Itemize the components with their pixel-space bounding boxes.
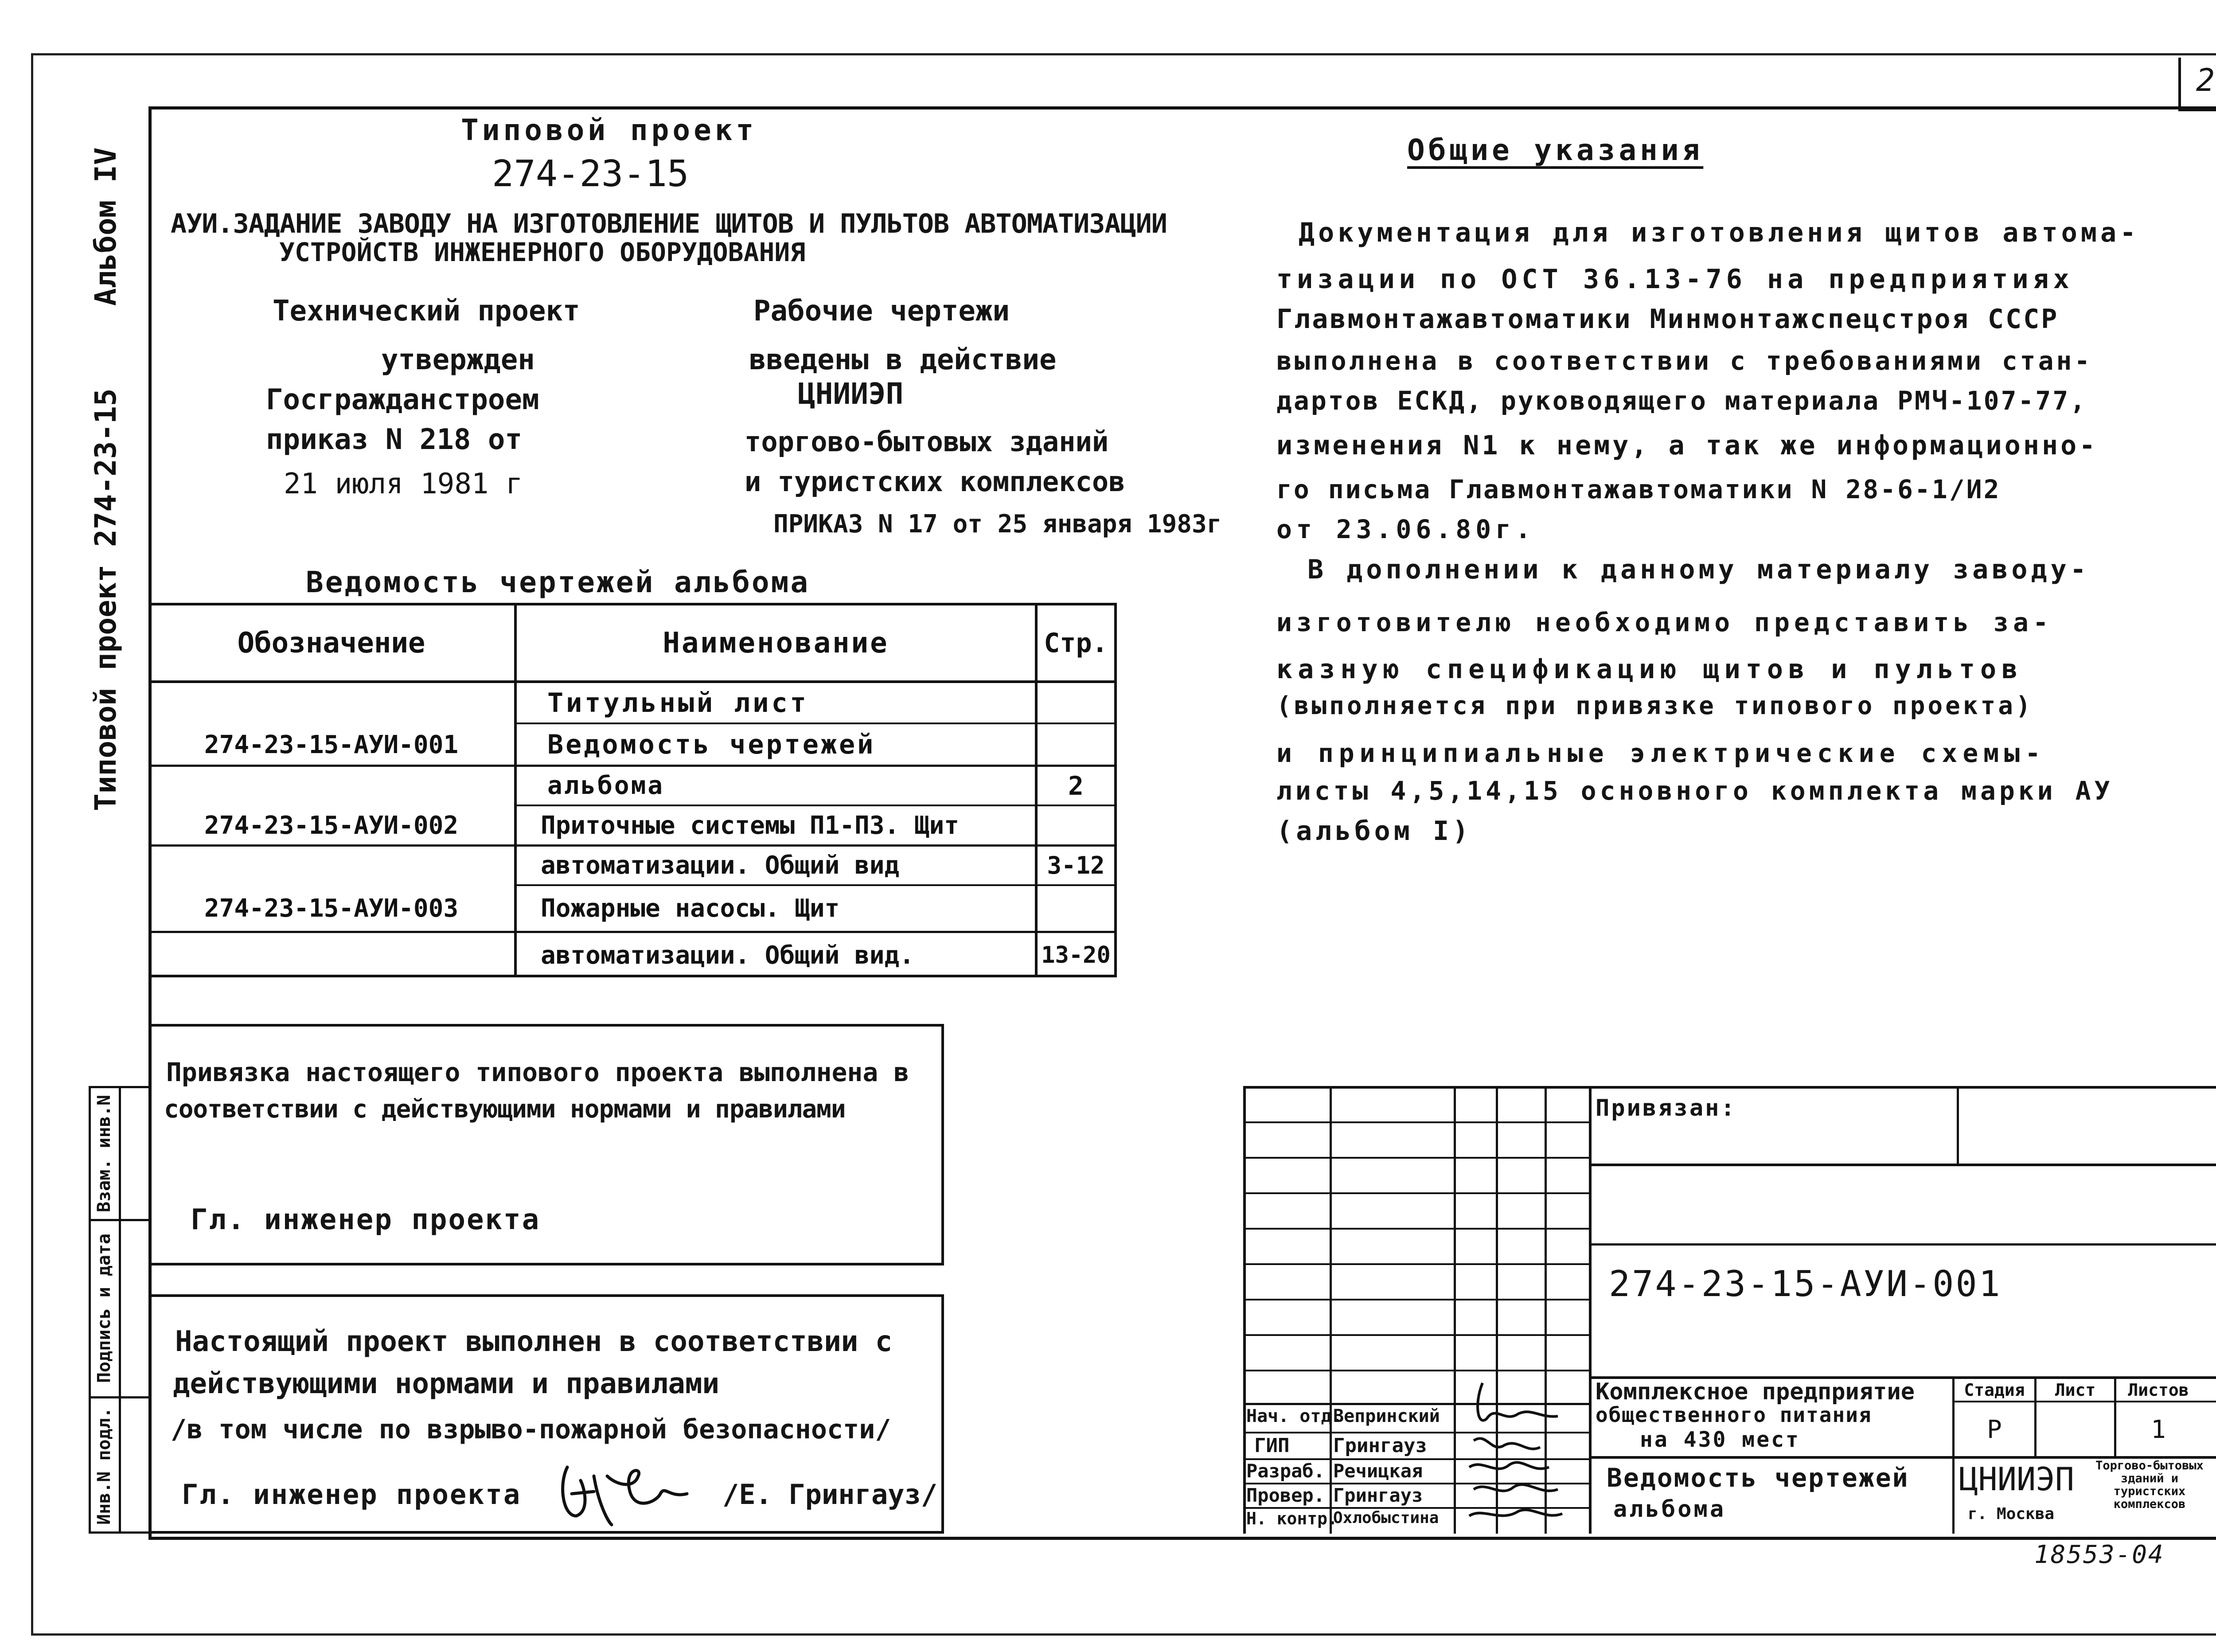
name-razrab: Речицкая — [1333, 1460, 1423, 1482]
table-row-5-page: 3-12 — [1047, 851, 1105, 879]
title-block-designation: 274-23-15-АУИ-001 — [1609, 1263, 2002, 1304]
table-row-4-name: Приточные системы П1-П3. Щит — [541, 811, 960, 840]
table-row-6-name: Пожарные насосы. Щит — [541, 894, 840, 923]
approval-right-line1: Рабочие чертежи — [753, 295, 1010, 328]
table-row-2-name: Ведомость чертежей — [547, 729, 876, 760]
approval-left-line3: Госгражданстроем — [266, 383, 539, 416]
notes-line-15: (альбом I) — [1276, 816, 1472, 847]
name-gip: Грингауз — [1333, 1434, 1427, 1457]
drawings-header-page: Стр. — [1044, 627, 1108, 659]
drawings-header-name: Наименование — [663, 626, 889, 660]
project-side-label: Типовой проект 274-23-15 — [89, 388, 123, 811]
sheet-name-line1: Ведомость чертежей — [1607, 1463, 1909, 1493]
compliance-box-line2: действующими нормами и правилами — [173, 1367, 719, 1400]
project-number: 274-23-15 — [492, 153, 689, 195]
album-side-label: Альбом IV — [89, 147, 123, 306]
compliance-box-line1: Настоящий проект выполнен в соответствии с — [175, 1325, 893, 1358]
role-nach-otd: Нач. отд. — [1246, 1406, 1342, 1426]
name-prover: Грингауз — [1333, 1484, 1423, 1506]
general-notes-title: Общие указания — [1407, 133, 1704, 167]
name-nach-otd: Вепринский — [1333, 1406, 1440, 1426]
role-razrab: Разраб. — [1246, 1460, 1325, 1482]
role-gip: ГИП — [1254, 1434, 1290, 1457]
notes-line-14: листы 4,5,14,15 основного комплекта марки АУ — [1276, 776, 2114, 806]
sheet-value — [2037, 1403, 2114, 1456]
compliance-box-signature-label: Гл. инженер проекта — [182, 1478, 522, 1511]
project-subtitle-line1: АУИ.ЗАДАНИЕ ЗАВОДУ НА ИЗГОТОВЛЕНИЕ ЩИТОВ И ПУЛЬТОВ АВТОМАТИЗАЦИИ — [171, 208, 1167, 239]
bound-label: Привязан: — [1596, 1095, 1736, 1121]
table-row-3-name: альбома — [547, 771, 665, 800]
org-detail: Торгово-бытовых зданий и туристских комплексов — [2095, 1459, 2204, 1511]
chief-engineer-signature — [554, 1449, 709, 1529]
notes-line-12: (выполняется при привязке типового проекта) — [1276, 691, 2033, 720]
margin-label-inv-podl: Инв.N подл. — [94, 1407, 114, 1525]
stage-value: Р — [1987, 1415, 2002, 1444]
table-row-2-designation: 274-23-15-АУИ-001 — [204, 730, 459, 759]
binding-box-signature-label: Гл. инженер проекта — [191, 1203, 541, 1236]
notes-line-8: от 23.06.80г. — [1276, 514, 1535, 544]
approval-left-line1: Технический проект — [273, 295, 580, 328]
notes-line-6: изменения N1 к нему, а так же информационно- — [1276, 430, 2098, 461]
notes-line-7: го письма Главмонтажавтоматики N 28-6-1/И2 — [1276, 474, 2001, 504]
object-name-line2: общественного питания — [1596, 1403, 1872, 1427]
org-city: г. Москва — [1968, 1505, 2055, 1523]
project-type-label: Типовой проект — [461, 113, 757, 147]
compliance-box-signature-name: /Е. Грингауз/ — [722, 1478, 938, 1511]
notes-line-4: выполнена в соответствии с требованиями стан- — [1276, 346, 2093, 376]
object-name-line3: на 430 мест — [1640, 1427, 1800, 1452]
notes-line-3: Главмонтажавтоматики Минмонтажспецстроя СССР — [1276, 304, 2059, 335]
table-row-4-designation: 274-23-15-АУИ-002 — [204, 811, 459, 840]
drawings-list-title: Ведомость чертежей альбома — [306, 565, 810, 599]
approval-right-line6: ПРИКАЗ N 17 от 25 января 1983г — [773, 510, 1222, 539]
notes-line-9: В дополнении к данному материалу заводу- — [1307, 554, 2090, 585]
roles-signatures — [1456, 1365, 1584, 1534]
archive-number: 18553-04 — [2034, 1540, 2165, 1569]
notes-line-2: тизации по ОСТ 36.13-76 на предприятиях — [1276, 264, 2074, 295]
sheets-value: 1 — [2151, 1415, 2166, 1444]
binding-box-line1: Привязка настоящего типового проекта выполнена в — [166, 1057, 909, 1087]
table-row-3-page: 2 — [1068, 770, 1084, 801]
table-row-1-name: Титульный лист — [547, 687, 809, 719]
approval-right-line5: и туристских комплексов — [745, 465, 1125, 498]
margin-label-vzam-inv: Взам. инв.N — [94, 1095, 114, 1212]
approval-right-line3: ЦНИИЭП — [798, 377, 904, 411]
name-n-kontr: Охлобыстина — [1333, 1509, 1439, 1527]
org-logo: ЦНИИЭП — [1959, 1461, 2075, 1498]
role-prover: Провер. — [1246, 1484, 1325, 1506]
object-name-line1: Комплексное предприятие — [1596, 1379, 1915, 1405]
table-row-7-page: 13-20 — [1041, 942, 1111, 969]
stage-header: Стадия — [1964, 1380, 2025, 1400]
compliance-box-line3: /в том числе по взрыво-пожарной безопасности/ — [171, 1414, 891, 1445]
approval-right-line4: торгово-бытовых зданий — [745, 426, 1109, 458]
binding-box-line2: соответствии с действующими нормами и правилами — [164, 1095, 846, 1124]
approval-right-line2: введены в действие — [749, 344, 1057, 376]
role-n-kontr: Н. контр. — [1246, 1509, 1338, 1528]
project-subtitle-line2: УСТРОЙСТВ ИНЖЕНЕРНОГО ОБОРУДОВАНИЯ — [279, 237, 806, 267]
notes-line-1: Документация для изготовления щитов автома- — [1299, 217, 2140, 248]
margin-label-signature-date: Подпись и дата — [94, 1233, 114, 1383]
drawings-header-designation: Обозначение — [237, 626, 425, 660]
sheet-name-line2: альбома — [1613, 1496, 1726, 1523]
sheet-number: 2 — [2196, 62, 2215, 98]
sheet-header: Лист — [2055, 1380, 2096, 1400]
sheets-header: Листов — [2128, 1380, 2189, 1400]
approval-left-line4: приказ N 218 от — [266, 423, 522, 456]
approval-left-line5: 21 июля 1981 г — [284, 468, 523, 500]
notes-line-5: дартов ЕСКД, руководящего материала РМЧ-107-77, — [1276, 386, 2087, 416]
approval-left-line2: утвержден — [381, 344, 535, 376]
notes-line-13: и принципиальные электрические схемы- — [1276, 738, 2046, 768]
table-row-6-designation: 274-23-15-АУИ-003 — [204, 894, 459, 923]
notes-line-10: изготовителю необходимо представить за- — [1276, 607, 2053, 637]
notes-line-11: казную спецификацию щитов и пультов — [1276, 654, 2023, 685]
table-row-7-name: автоматизации. Общий вид. — [541, 941, 914, 970]
table-row-5-name: автоматизации. Общий вид — [541, 851, 900, 880]
